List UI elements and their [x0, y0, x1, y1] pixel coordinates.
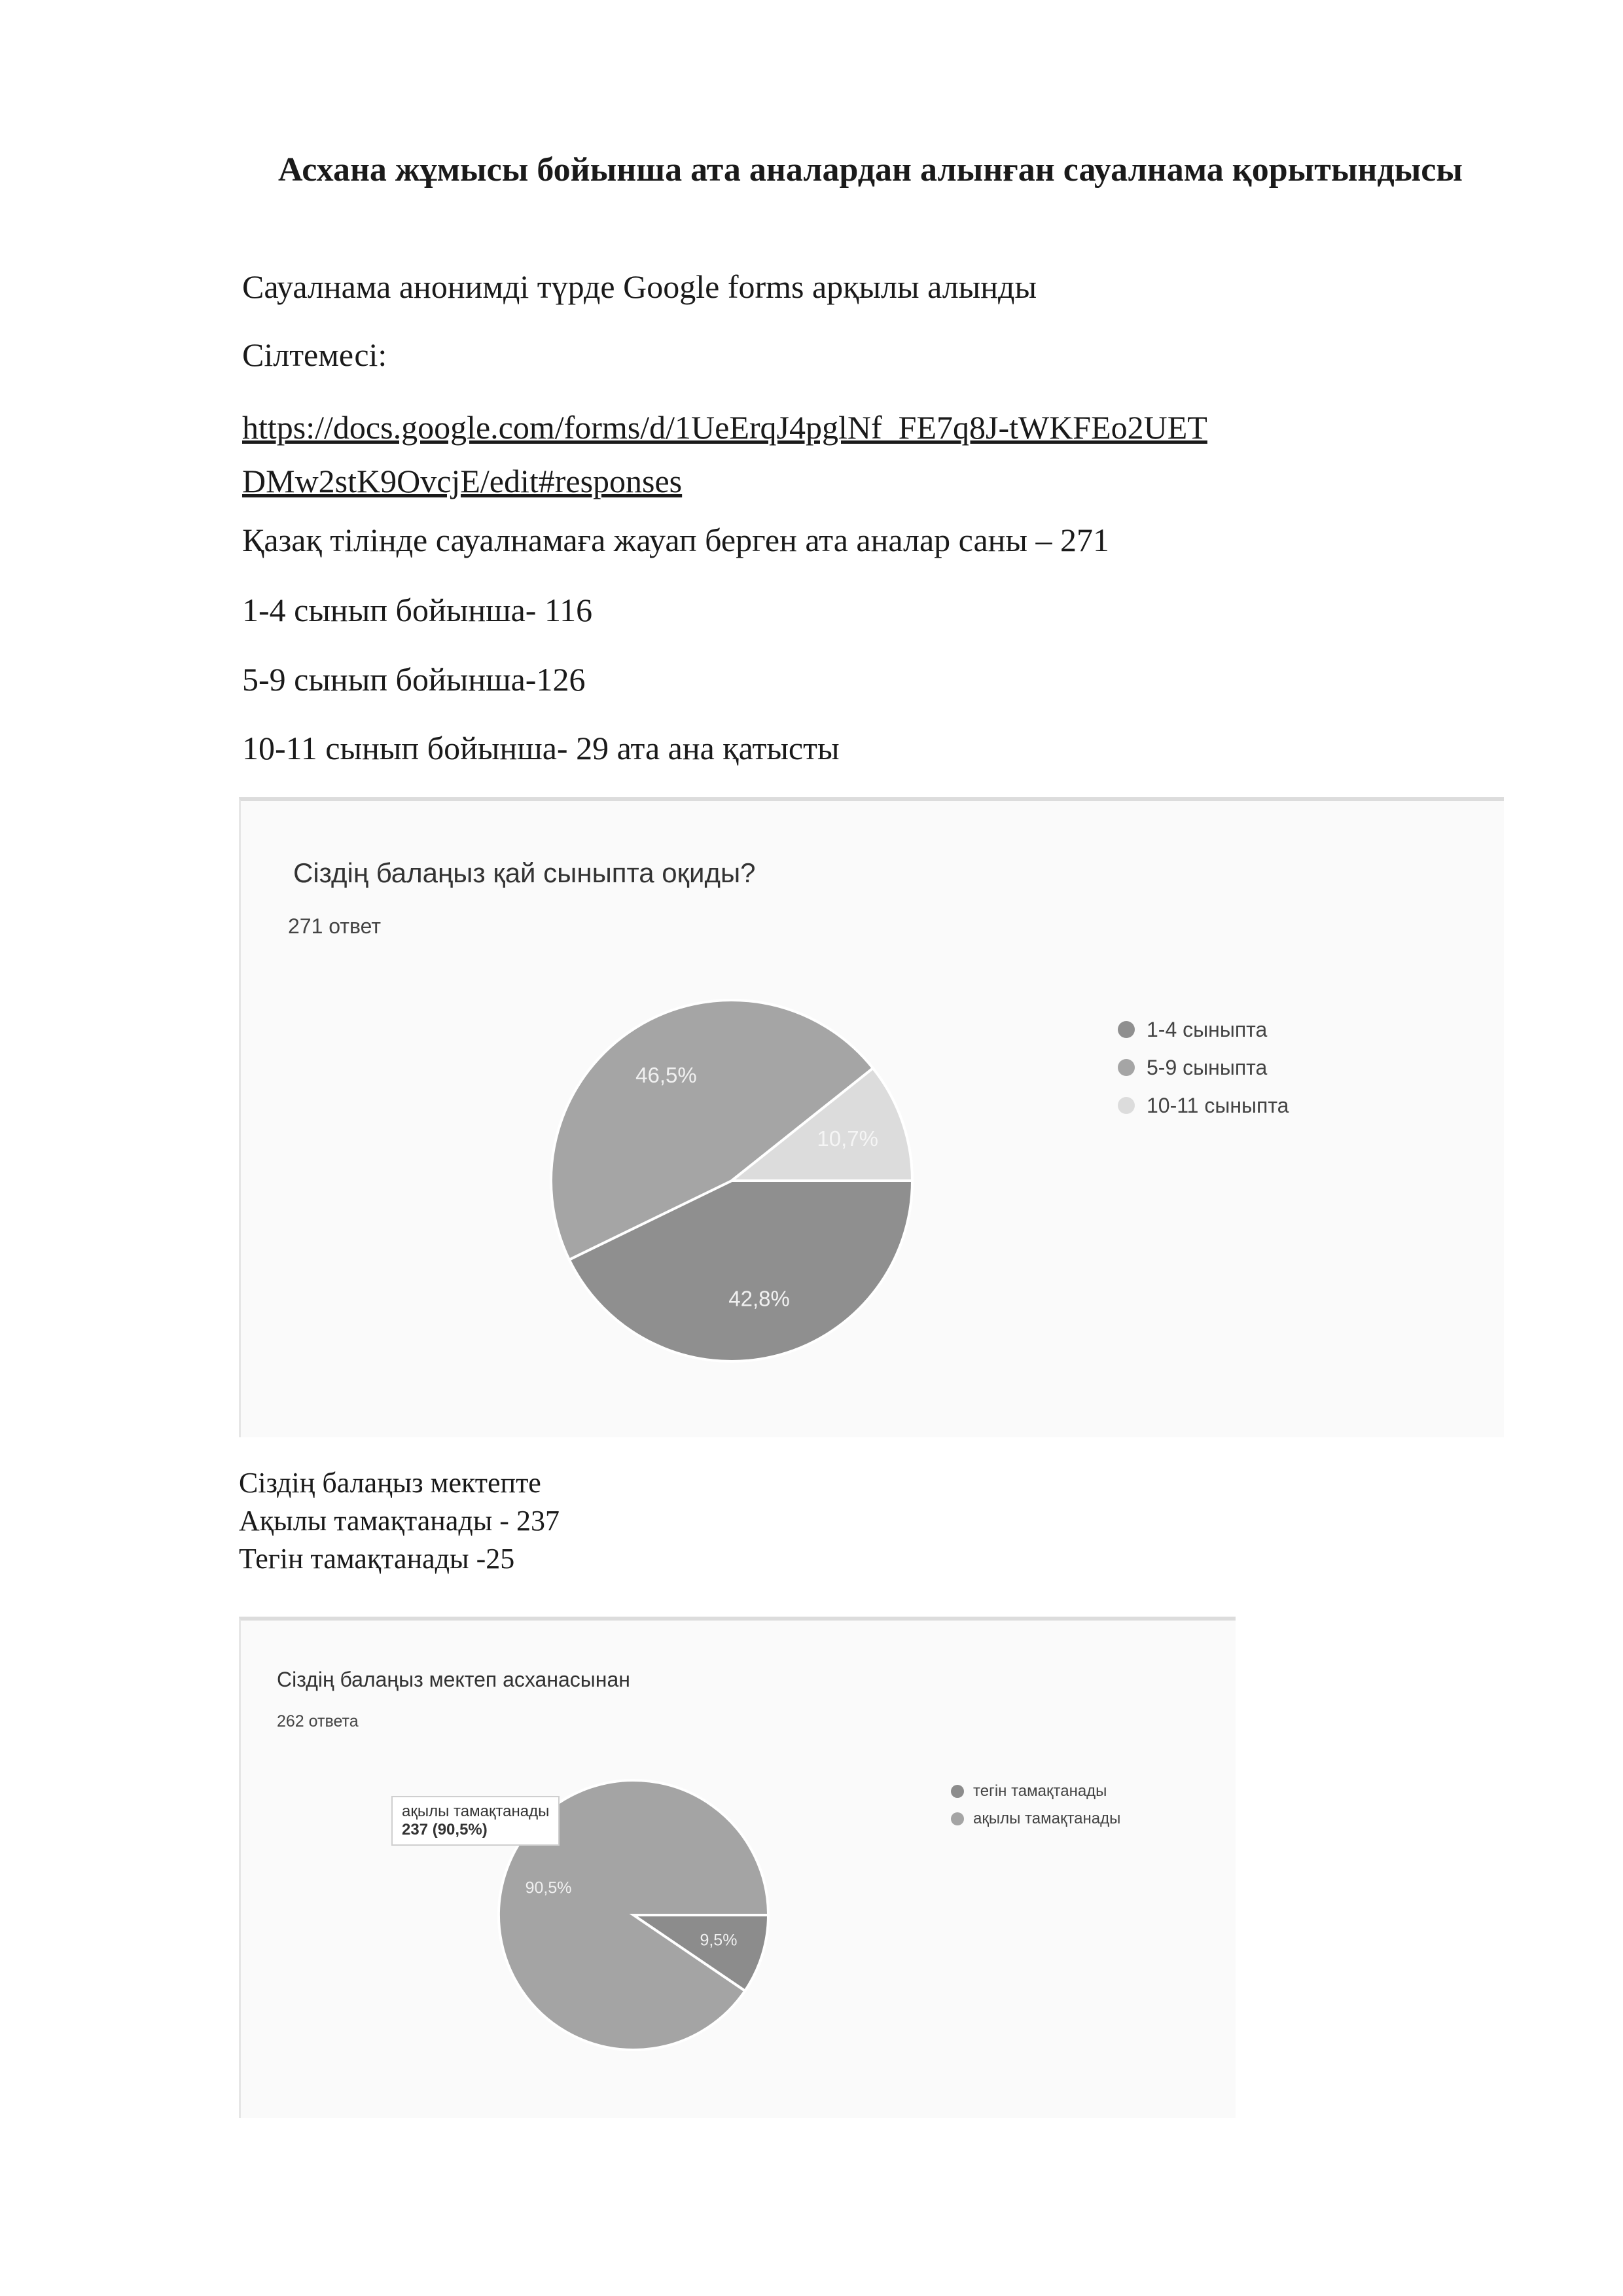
intro-text: Сауалнама анонимді түрде Google forms арқылы алынды — [242, 268, 1037, 305]
chart-title: Сіздің балаңыз мектеп асханасынан — [277, 1668, 630, 1691]
legend-item — [951, 1778, 1120, 1805]
form-link[interactable]: https://docs.google.com/forms/d/1UeErqJ4pglNf_FE7q8J-tWKFEo2UETDMw2stK9OvcjE/edit#responses — [242, 409, 1207, 499]
chart-title: Сіздің балаңыз қай сыныпта оқиды? — [293, 857, 756, 888]
pie-label-2: 46,5% — [635, 1062, 697, 1087]
chart-panel-grades — [239, 797, 1504, 1437]
meals-paid: Ақылы тамақтанады - 237 — [239, 1505, 560, 1537]
legend-item — [1118, 1049, 1289, 1086]
grade-1-4-count: 1-4 сынып бойынша- 116 — [242, 592, 593, 628]
page-title: Асхана жұмысы бойынша ата аналардан алынған сауалнама қорытындысы — [278, 151, 1463, 188]
legend-item — [951, 1805, 1120, 1833]
chart-legend — [1118, 1011, 1289, 1124]
pie-label-1: 9,5% — [700, 1931, 738, 1950]
legend-label: 10-11 сыныпта — [1147, 1093, 1289, 1117]
legend-item — [1118, 1086, 1289, 1124]
pie-label-3: 10,7% — [817, 1126, 878, 1151]
response-count: 271 ответ — [288, 914, 382, 938]
meals-free: Тегін тамақтанады -25 — [239, 1543, 515, 1575]
legend-item — [1118, 1011, 1289, 1049]
pie-label-2: 90,5% — [525, 1878, 572, 1897]
meals-heading: Сіздің балаңыз мектепте — [239, 1467, 541, 1499]
chart-panel-meals — [239, 1617, 1236, 2118]
legend-label: 5-9 сыныпта — [1147, 1055, 1268, 1079]
legend-swatch — [951, 1785, 964, 1798]
link-label: Сілтемесі: — [242, 336, 387, 373]
legend-swatch — [1118, 1021, 1135, 1038]
pie-tooltip — [391, 1796, 560, 1846]
legend-swatch — [951, 1812, 964, 1825]
pie-chart-grades — [548, 997, 915, 1364]
legend-label: ақылы тамақтанады — [973, 1810, 1121, 1827]
tooltip-label: ақылы тамақтанады — [402, 1803, 550, 1820]
tooltip-value: 237 (90,5%) — [402, 1821, 488, 1839]
legend-label: 1-4 сыныпта — [1147, 1017, 1268, 1041]
chart-legend — [951, 1778, 1120, 1833]
legend-swatch — [1118, 1059, 1135, 1076]
pie-label-1: 42,8% — [728, 1286, 790, 1311]
response-count: 262 ответа — [277, 1712, 359, 1731]
legend-label: тегін тамақтанады — [973, 1782, 1107, 1800]
grade-10-11-count: 10-11 сынып бойынша- 29 ата ана қатысты — [242, 730, 840, 766]
grade-5-9-count: 5-9 сынып бойынша-126 — [242, 661, 586, 698]
total-respondents: Қазақ тілінде сауалнамаға жауап берген ата аналар саны – 271 — [242, 522, 1109, 558]
legend-swatch — [1118, 1097, 1135, 1114]
